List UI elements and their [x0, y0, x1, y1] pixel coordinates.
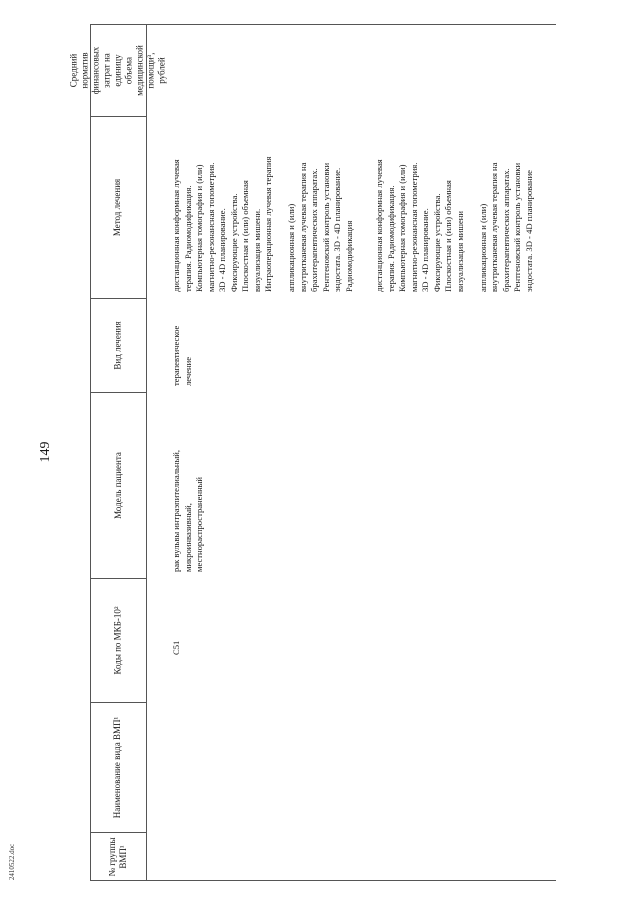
- header-treatment-type: Вид лечения: [112, 321, 123, 370]
- header-vmp-name: Наименование вида ВМП¹: [112, 716, 123, 819]
- header-icd-codes: Коды по МКБ-10²: [112, 606, 123, 675]
- cell-treatment-method-1: дистанционная конформная лучевая терапия. Радиомодификация. Компьютерная томография и (или) магнитно-резонансная топометрия. 3D - 4D планирование. Фиксирующие устройства. Плоскостная и (или) объемная визуализация мишени. Интраоперационная лучевая терапия аппликационная и (или) внутритканевая лучевая терапия на брахитерапевтических аппаратах. Рентгеновский контроль установки эндостата. 3D - 4D планирование. Радиомодификация: [171, 156, 354, 292]
- cell-patient-model: рак вульвы интраэпителиальный, микроинвазивный, местнораспространенный: [171, 449, 204, 572]
- header-treatment-method: Метод лечения: [112, 178, 123, 237]
- cell-treatment-method-2: дистанционная конформная лучевая терапия. Радиомодификация. Компьютерная томография и (или) магнитно-резонансная топометрия. 3D - 4D планирование. Фиксирующие устройства. Плоскостная и (или) объемная визуализация мишени аппликационная и (или) внутритканевая лучевая терапия на брахитерапевтических аппаратах. Рентгеновский контроль установки эндостата. 3D - 4D планирование: [374, 159, 534, 292]
- page-number: 149: [38, 441, 53, 463]
- table-top-border: [90, 24, 556, 25]
- header-row-divider: [146, 24, 147, 881]
- header-avg-cost: Средний норматив финансовых затрат на единицу объема медицинской помощи³, рублей: [68, 45, 167, 96]
- cell-icd-code: C51: [171, 640, 181, 655]
- cell-treatment-type: терапевтическое лечение: [171, 325, 193, 386]
- header-patient-model: Модель пациента: [112, 452, 123, 519]
- footer-doc-code: 2410522.doc: [8, 843, 16, 881]
- table-bottom-border: [90, 880, 556, 881]
- header-group-no: № группы ВМП¹: [107, 836, 128, 877]
